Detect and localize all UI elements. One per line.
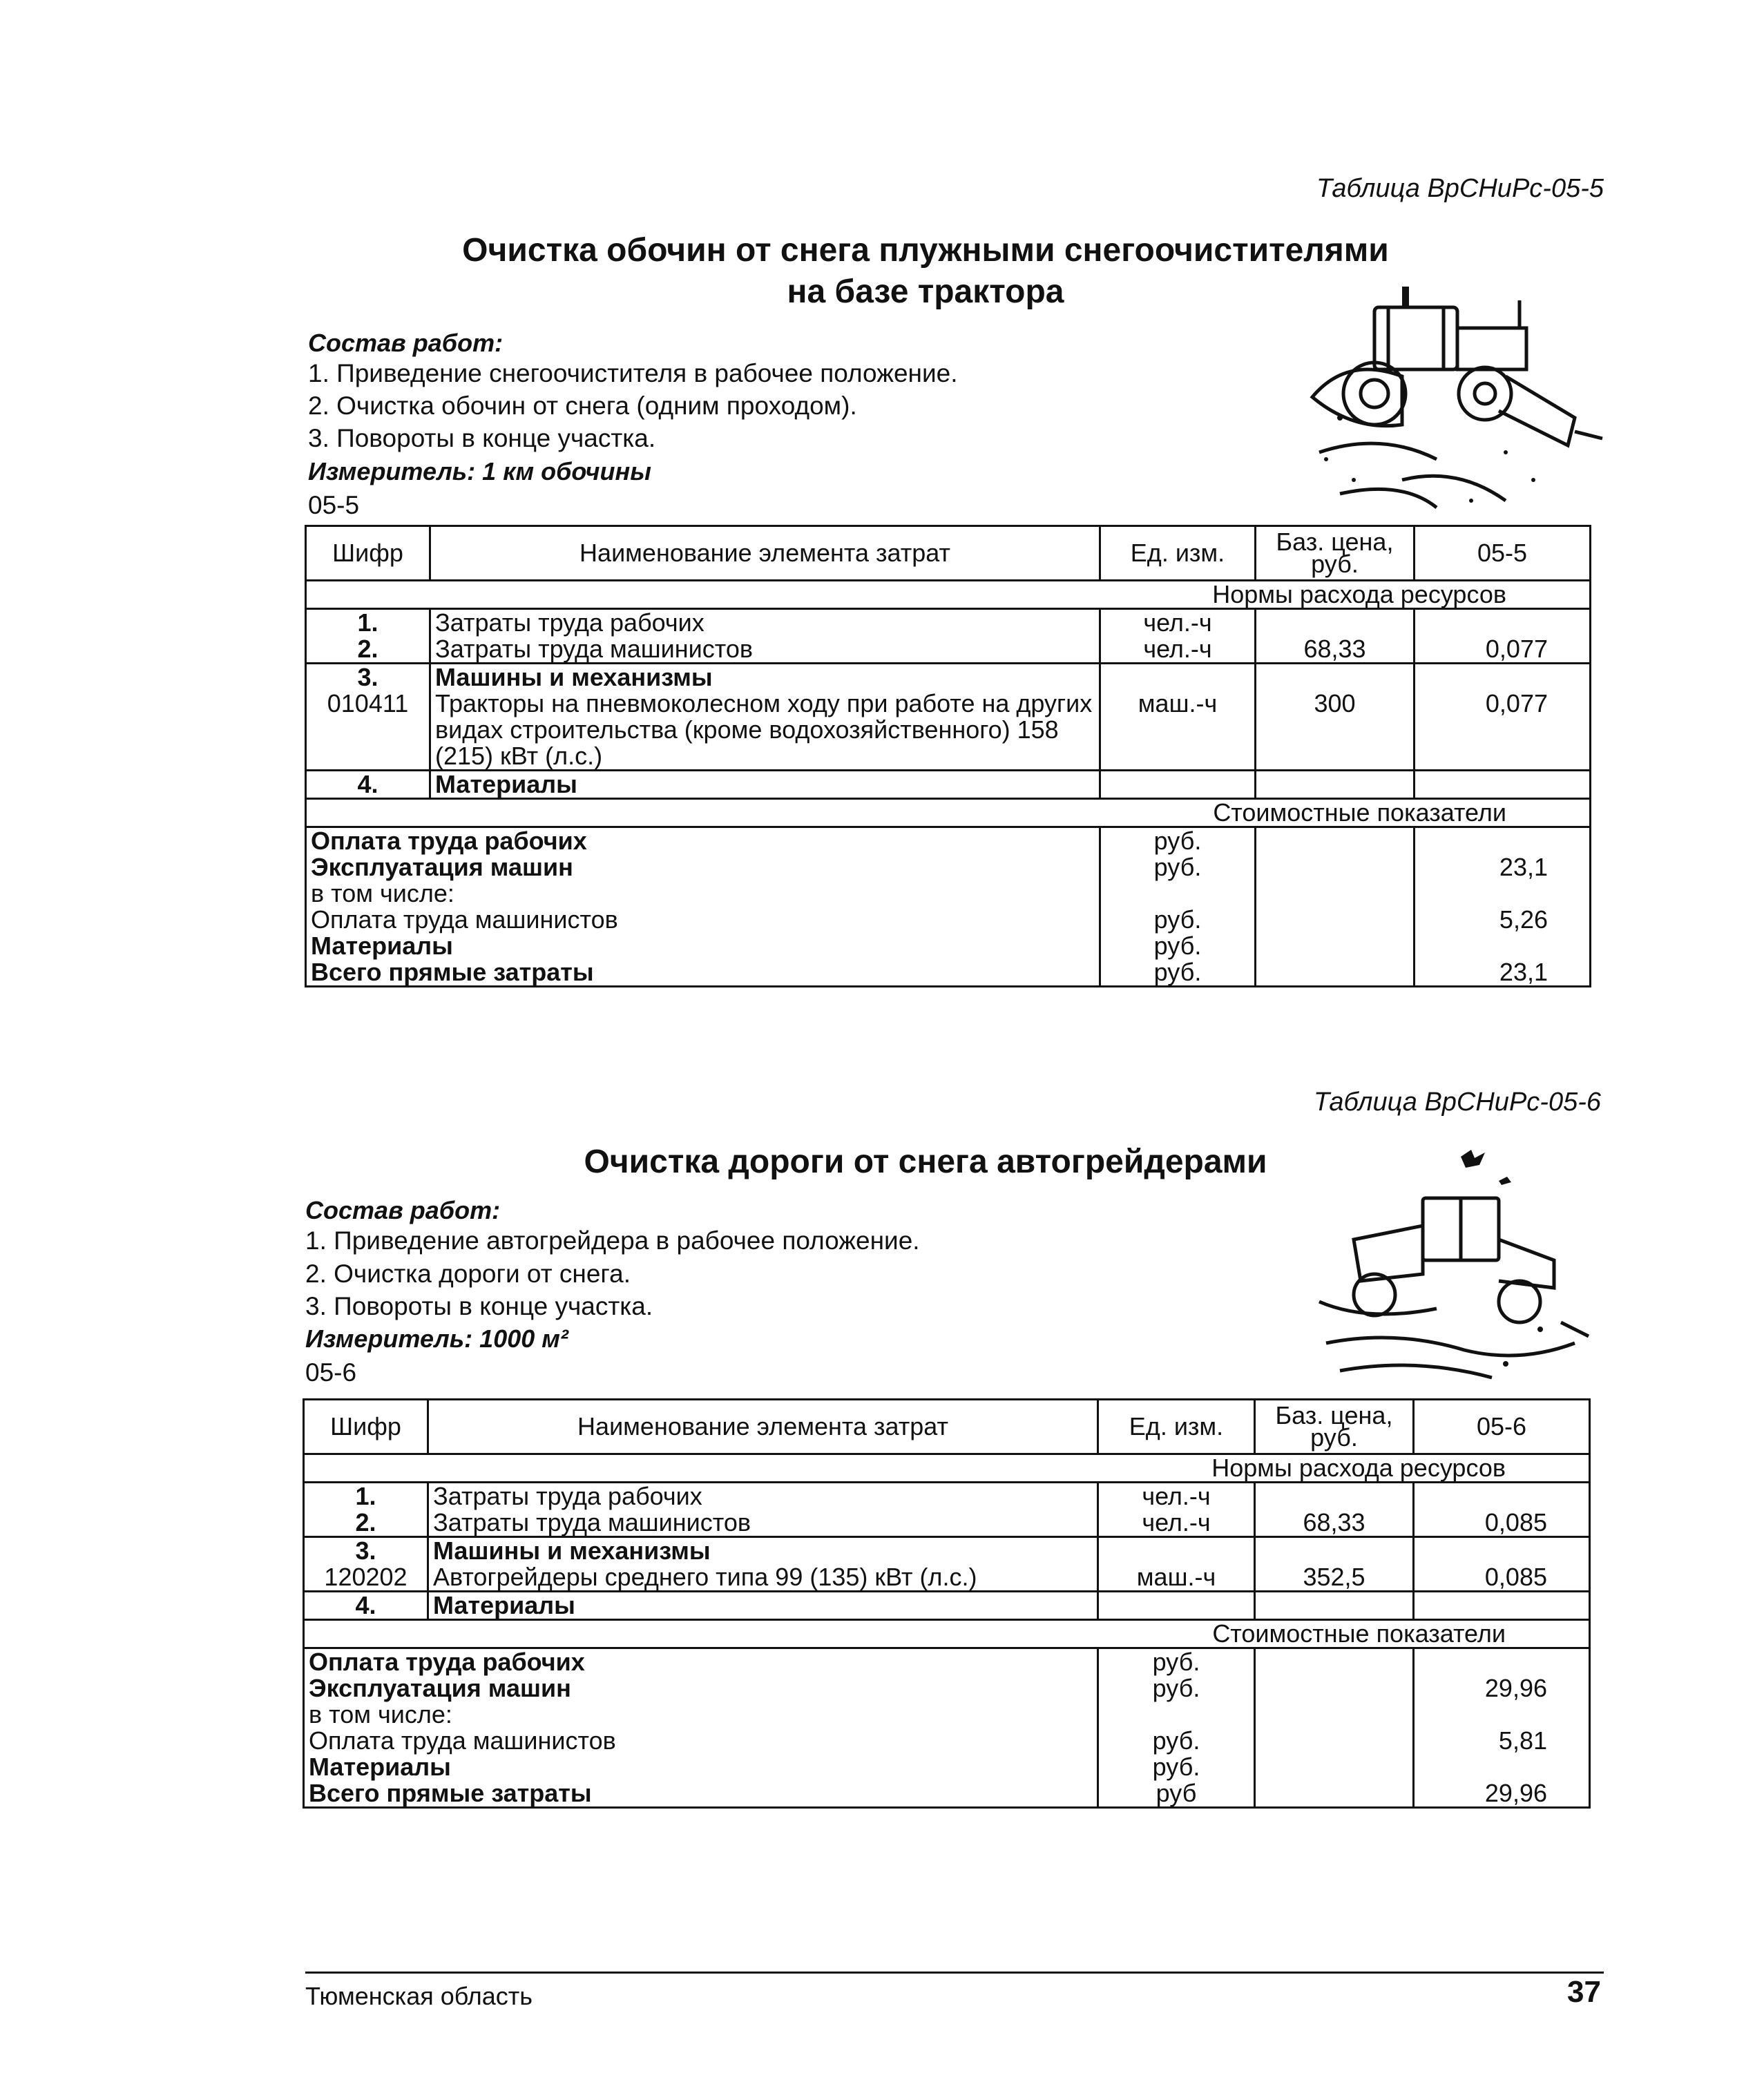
table-row: 3. Машины и механизмы <box>306 664 1591 691</box>
cost-row: Оплата труда рабочих руб. <box>304 1648 1590 1676</box>
table-header-row <box>306 526 1591 581</box>
work-item: 2. Очистка обочин от снега (одним проходом). <box>308 392 857 420</box>
header-column-code: 05-6 <box>1414 1400 1590 1454</box>
cost-row: Материалы руб. <box>304 1754 1590 1780</box>
section-title: Очистка дороги от снега автогрейдерами <box>584 1144 1267 1180</box>
cost-row: Эксплуатация машин руб. 23,1 <box>306 854 1591 880</box>
header-code: Шифр <box>304 1400 428 1454</box>
header-price: Баз. цена, руб. <box>1255 1400 1414 1454</box>
norms-label: Нормы расхода ресурсов <box>304 1454 1590 1483</box>
footer-rule <box>305 1972 1604 1974</box>
motor-grader-illustration <box>1312 1143 1602 1391</box>
table-row: 4. Материалы <box>306 771 1591 799</box>
works-heading: Состав работ: <box>308 329 504 357</box>
header-code: Шифр <box>306 526 430 581</box>
cost-row: Всего прямые затраты руб. 23,1 <box>306 959 1591 987</box>
work-item: 3. Повороты в конце участка. <box>308 424 656 452</box>
resource-norms-table <box>303 1398 1591 1809</box>
header-column-code: 05-5 <box>1415 526 1591 581</box>
table-label: Таблица ВрСНиРс-05-5 <box>1316 174 1604 203</box>
table-code: 05-5 <box>308 491 360 519</box>
cost-row: в том числе: <box>306 880 1591 907</box>
work-item: 1. Приведение снегоочистителя в рабочее положение. <box>308 359 958 387</box>
table-row: 1. Затраты труда рабочих чел.-ч <box>306 609 1591 637</box>
section-title-line2: на базе трактора <box>787 273 1064 310</box>
table-row: 2. Затраты труда машинистов чел.-ч 68,33 0,077 <box>306 636 1591 664</box>
resource-norms-table <box>305 525 1591 987</box>
table-row: 2. Затраты труда машинистов чел.-ч 68,33 0,085 <box>304 1510 1590 1537</box>
page-number: 37 <box>1567 1975 1601 2009</box>
table-row: 120202 Автогрейдеры среднего типа 99 (135) кВт (л.с.) маш.-ч 352,5 0,085 <box>304 1564 1590 1592</box>
footer-region: Тюменская область <box>305 1982 533 2010</box>
work-item: 2. Очистка дороги от снега. <box>305 1260 631 1288</box>
header-name: Наименование элемента затрат <box>430 526 1100 581</box>
table-row: 010411 Тракторы на пневмоколесном ходу при работе на других видах строительства (кроме водохозяйственного) 158 (215) кВт (л.с.) маш.-ч 300 0,077 <box>306 691 1591 771</box>
cost-row: Оплата труда рабочих руб. <box>306 827 1591 855</box>
header-unit: Ед. изм. <box>1100 526 1256 581</box>
cost-row: в том числе: <box>304 1702 1590 1728</box>
work-item: 1. Приведение автогрейдера в рабочее положение. <box>305 1226 920 1255</box>
measure-unit: Измеритель: 1 км обочины <box>308 457 652 485</box>
cost-label: Стоимостные показатели <box>304 1620 1590 1648</box>
norms-label: Нормы расхода ресурсов <box>306 581 1591 609</box>
snowplow-tractor-illustration <box>1298 273 1609 528</box>
header-price: Баз. цена, руб. <box>1256 526 1415 581</box>
section-title: Очистка обочин от снега плужными снегоочистителями <box>462 232 1389 269</box>
measure-unit: Измеритель: 1000 м² <box>305 1324 568 1353</box>
table-label: Таблица ВрСНиРс-05-6 <box>1313 1088 1601 1117</box>
cost-row: Всего прямые затраты руб 29,96 <box>304 1780 1590 1808</box>
header-unit: Ед. изм. <box>1098 1400 1255 1454</box>
cost-row: Оплата труда машинистов руб. 5,81 <box>304 1728 1590 1754</box>
cost-row: Оплата труда машинистов руб. 5,26 <box>306 907 1591 933</box>
cost-row: Эксплуатация машин руб. 29,96 <box>304 1675 1590 1702</box>
table-row: 3. Машины и механизмы <box>304 1537 1590 1565</box>
work-item: 3. Повороты в конце участка. <box>305 1292 653 1320</box>
cost-row: Материалы руб. <box>306 933 1591 959</box>
table-code: 05-6 <box>305 1358 357 1387</box>
works-heading: Состав работ: <box>305 1196 501 1224</box>
header-name: Наименование элемента затрат <box>428 1400 1098 1454</box>
cost-label: Стоимостные показатели <box>306 799 1591 827</box>
table-row: 4. Материалы <box>304 1592 1590 1620</box>
table-header-row <box>304 1400 1590 1454</box>
table-row: 1. Затраты труда рабочих чел.-ч <box>304 1483 1590 1510</box>
